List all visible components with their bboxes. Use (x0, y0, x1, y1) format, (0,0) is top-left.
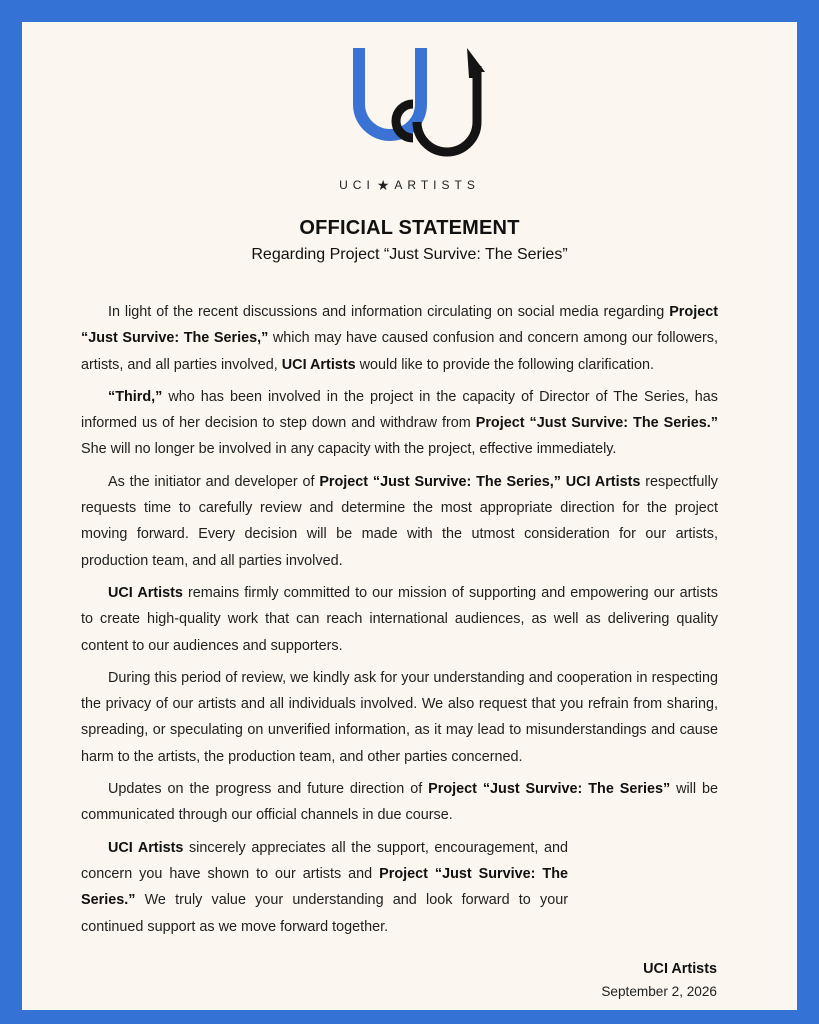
signature-name: UCI Artists (643, 961, 717, 977)
statement-document (22, 22, 797, 1010)
text: She will no longer be involved in any capacity with the project, effective immediately. (81, 441, 617, 458)
bold-text: Project “Just Survive: The Series” (428, 781, 671, 798)
signature-date: September 2, 2026 (601, 984, 717, 999)
text: will be communicated through our official channels in due course. (81, 781, 718, 824)
bold-text: UCI Artists (281, 356, 356, 373)
paragraph-4 (81, 580, 718, 659)
text: would like to provide the following clarification. (355, 356, 654, 373)
paragraph-6 (81, 776, 718, 829)
brand-name-left: UCI (339, 178, 375, 192)
text: As the initiator and developer of (108, 473, 320, 490)
bold-text: Project “Just Survive: The Series.” (81, 865, 568, 909)
paragraph-5 (81, 665, 718, 770)
bold-text: Project “Just Survive: The Series,” UCI Artists (319, 473, 641, 490)
bold-text: Project “Just Survive: The Series.” (475, 415, 718, 432)
text: respectfully requests time to carefully review and determine the most appropriate direction for the project moving forward. Every decision will be made with the utmost consideration for our artists, production team, and all parties involved. (81, 473, 718, 569)
uci-logo-icon (327, 42, 487, 162)
statement-title: OFFICIAL STATEMENT (299, 217, 520, 239)
brand-name-right: ARTISTS (394, 178, 480, 192)
paragraph-1 (81, 299, 718, 378)
star-icon: ★ (376, 177, 390, 193)
text: In light of the recent discussions and information circulating on social media regarding (108, 304, 670, 320)
text: which may have caused confusion and concern among our followers, artists, and all parties involved, (81, 330, 718, 373)
bold-text: UCI Artists (108, 839, 184, 856)
bold-text: UCI Artists (108, 584, 183, 601)
text: remains firmly committed to our mission of supporting and empowering our artists to create high-quality work that can reach international audiences, as well as delivering quality content to our audiences and supporters. (81, 584, 718, 654)
brand-wordmark (22, 177, 797, 194)
text: We truly value your understanding and look forward to your continued support as we move forward together. (81, 892, 568, 935)
paragraph-2 (81, 384, 718, 463)
text: who has been involved in the project in the capacity of Director of The Series, has informed us of her decision to step down and withdraw from (81, 388, 718, 432)
text: Updates on the progress and future direction of (108, 781, 429, 798)
bold-text: “Third,” (108, 388, 163, 405)
statement-body (81, 299, 718, 940)
paragraph-7 (81, 835, 718, 940)
text: sincerely appreciates all the support, encouragement, and concern you have shown to our artists and (81, 839, 568, 882)
paragraph-3 (81, 469, 718, 574)
logo-u-shape (359, 48, 421, 135)
logo-arrow-head (467, 48, 485, 78)
bold-text: Project “Just Survive: The Series,” (81, 304, 718, 347)
text: During this period of review, we kindly ask for your understanding and cooperation in respecting the privacy of our artists and all individuals involved. We also request that you refrain from sharing, spreading, or speculating on unverified information, as it may lead to misunderstandings and cause harm to the artists, the production team, and other parties concerned. (81, 669, 718, 765)
statement-subtitle: Regarding Project “Just Survive: The Series” (251, 246, 568, 263)
